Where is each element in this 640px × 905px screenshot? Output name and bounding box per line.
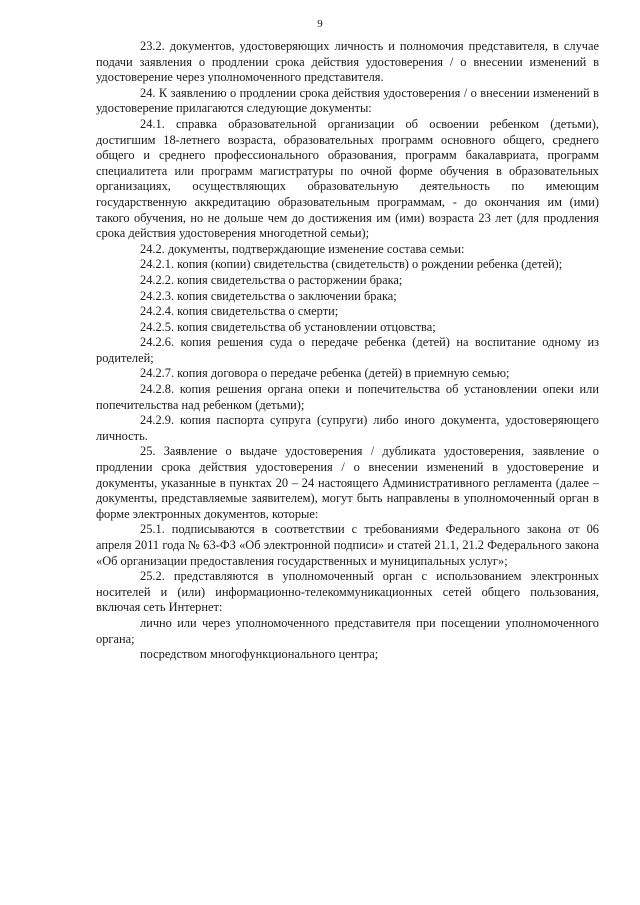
paragraph-24-2-9: 24.2.9. копия паспорта супруга (супруги) либо иного документа, удостоверяющего личность. xyxy=(96,413,599,443)
paragraph-24-2-8: 24.2.8. копия решения органа опеки и попечительства об установлении опеки или попечительства над ребенком (детьми); xyxy=(96,382,599,412)
paragraph-24-2-4: 24.2.4. копия свидетельства о смерти; xyxy=(140,304,339,319)
paragraph-mfc: посредством многофункционального центра; xyxy=(140,647,379,662)
paragraph-24: 24. К заявлению о продлении срока действия удостоверения / о внесении изменений в удостоверение прилагаются следующие документы: xyxy=(96,85,599,116)
paragraph-25: 25. Заявление о выдаче удостоверения / дубликата удостоверения, заявление о продлении срока действия удостоверения / о внесении изменений в удостоверение и документы, указанные в пунктах 20 – 24 настоящего Административного регламента (далее – документы, представляемые заявителем), могут быть направлены в уполномоченный орган в форме электронных документов, которые: xyxy=(96,444,599,521)
paragraph-25-2: 25.2. представляются в уполномоченный орган с использованием электронных носителей и (или) информационно-телекоммуникационных сетей общего пользования, включая сеть Интернет: xyxy=(96,569,599,615)
paragraph-24-2-7: 24.2.7. копия договора о передаче ребенка (детей) в приемную семью; xyxy=(140,366,510,381)
document-body xyxy=(96,39,599,663)
paragraph-24-2-3: 24.2.3. копия свидетельства о заключении брака; xyxy=(140,288,397,303)
paragraph-24-2-6: 24.2.6. копия решения суда о передаче ребенка (детей) на воспитание одному из родителей; xyxy=(96,335,599,365)
paragraph-24-2-5: 24.2.5. копия свидетельства об установлении отцовства; xyxy=(140,319,436,334)
page-number: 9 xyxy=(317,18,323,30)
paragraph-24-2-2: 24.2.2. копия свидетельства о расторжении брака; xyxy=(140,272,403,287)
paragraph-24-2-1: 24.2.1. копия (копии) свидетельства (свидетельств) о рождении ребенка (детей); xyxy=(140,257,563,272)
paragraph-24-1: 24.1. справка образовательной организации об освоении ребенком (детьми), достигшим 18-летнего возраста, образовательных программ основного общего, среднего общего и среднего профессионального образования, программ бакалавриата, программ специалитета или программ магистратуры по очной форме обучения в образовательных организациях, осуществляющих образовательную деятельность по имеющим государственную аккредитацию образовательным программам, - до окончания им (ими) такого обучения, но не дольше чем до достижения им (ими) возраста 23 лет (для продления срока действия удостоверения многодетной семьи); xyxy=(96,116,599,241)
paragraph-25-1: 25.1. подписываются в соответствии с требованиями Федерального закона от 06 апреля 2011 года № 63-ФЗ «Об электронной подписи» и статей 21.1, 21.2 Федерального закона «Об организации предоставления государственных и муниципальных услуг»; xyxy=(96,522,599,568)
paragraph-24-2: 24.2. документы, подтверждающие изменение состава семьи: xyxy=(140,241,465,256)
paragraph-23-2: 23.2. документов, удостоверяющих личность и полномочия представителя, в случае подачи заявления о продлении срока действия удостоверения / о внесении изменений в удостоверение через уполномоченного представителя. xyxy=(96,39,599,85)
paragraph-in-person: лично или через уполномоченного представителя при посещении уполномоченного органа; xyxy=(96,615,599,646)
